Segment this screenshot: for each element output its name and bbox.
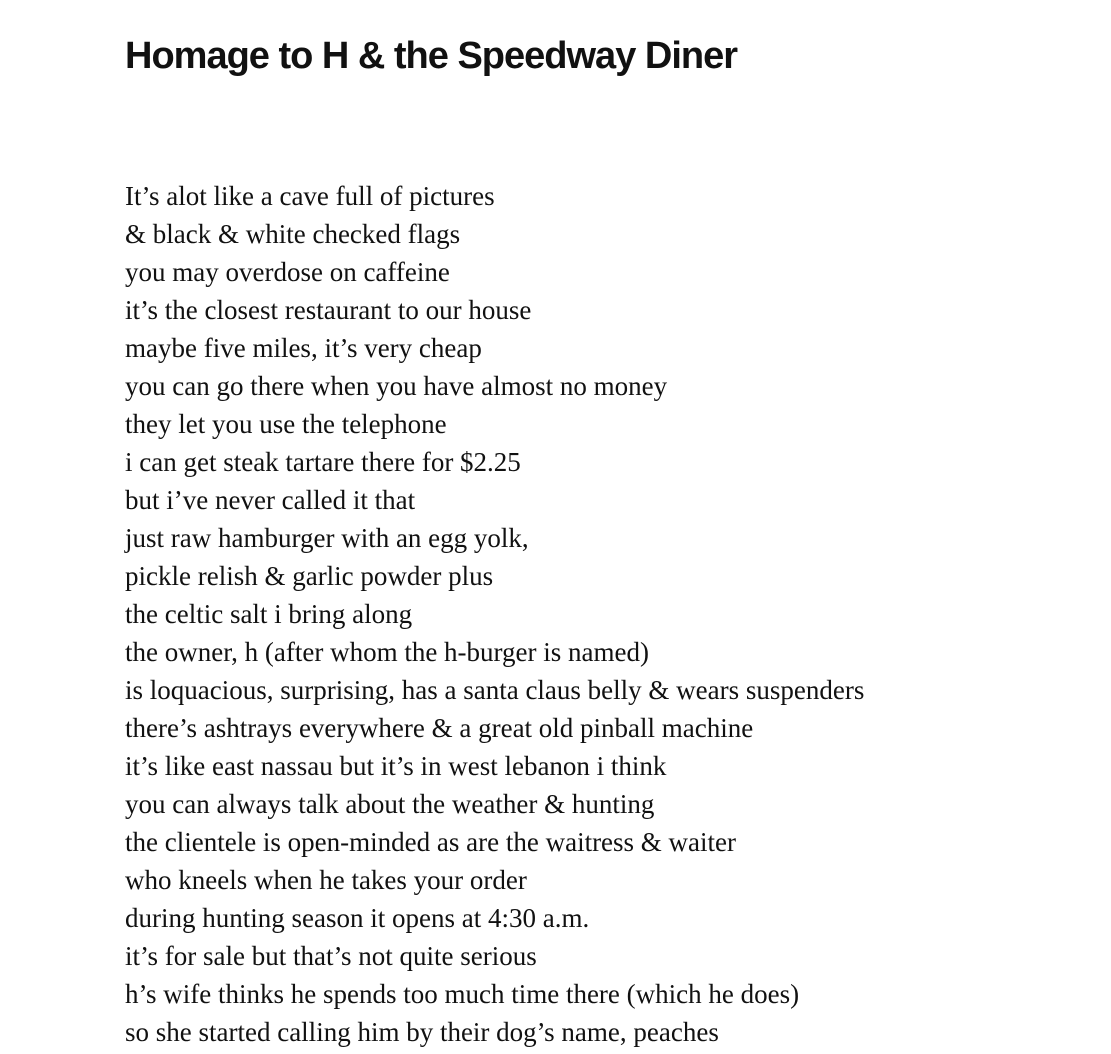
poem-line: h’s wife thinks he spends too much time there (which he does) — [125, 979, 800, 1009]
poem-line: during hunting season it opens at 4:30 a.m. — [125, 903, 590, 933]
poem-line: who kneels when he takes your order — [125, 865, 527, 895]
poem-line: but i’ve never called it that — [125, 485, 416, 515]
poem-line: maybe five miles, it’s very cheap — [125, 333, 482, 363]
poem-line: it’s the closest restaurant to our house — [125, 295, 532, 325]
poem-line: & black & white checked flags — [125, 219, 461, 249]
poem-line: there’s ashtrays everywhere & a great old pinball machine — [125, 713, 754, 743]
poem-line: is loquacious, surprising, has a santa claus belly & wears suspenders — [125, 675, 865, 705]
poem-line: you can go there when you have almost no money — [125, 371, 668, 401]
poem-line: i can get steak tartare there for $2.25 — [125, 447, 521, 477]
poem-line: the clientele is open-minded as are the waitress & waiter — [125, 827, 737, 857]
poem-body — [125, 177, 864, 1051]
poem-line: the celtic salt i bring along — [125, 599, 413, 629]
poem-line: you may overdose on caffeine — [125, 257, 450, 287]
poem-line: it’s like east nassau but it’s in west lebanon i think — [125, 751, 667, 781]
poem-line: it’s for sale but that’s not quite serious — [125, 941, 537, 971]
poem-line: they let you use the telephone — [125, 409, 447, 439]
poem-line: so she started calling him by their dog’s name, peaches — [125, 1017, 719, 1047]
poem-line: It’s alot like a cave full of pictures — [125, 181, 495, 211]
poem-title: Homage to H & the Speedway Diner — [125, 35, 738, 77]
poem-line: the owner, h (after whom the h-burger is named) — [125, 637, 649, 667]
poem-line: you can always talk about the weather & hunting — [125, 789, 655, 819]
poem-line: pickle relish & garlic powder plus — [125, 561, 494, 591]
poem-line: just raw hamburger with an egg yolk, — [125, 523, 529, 553]
